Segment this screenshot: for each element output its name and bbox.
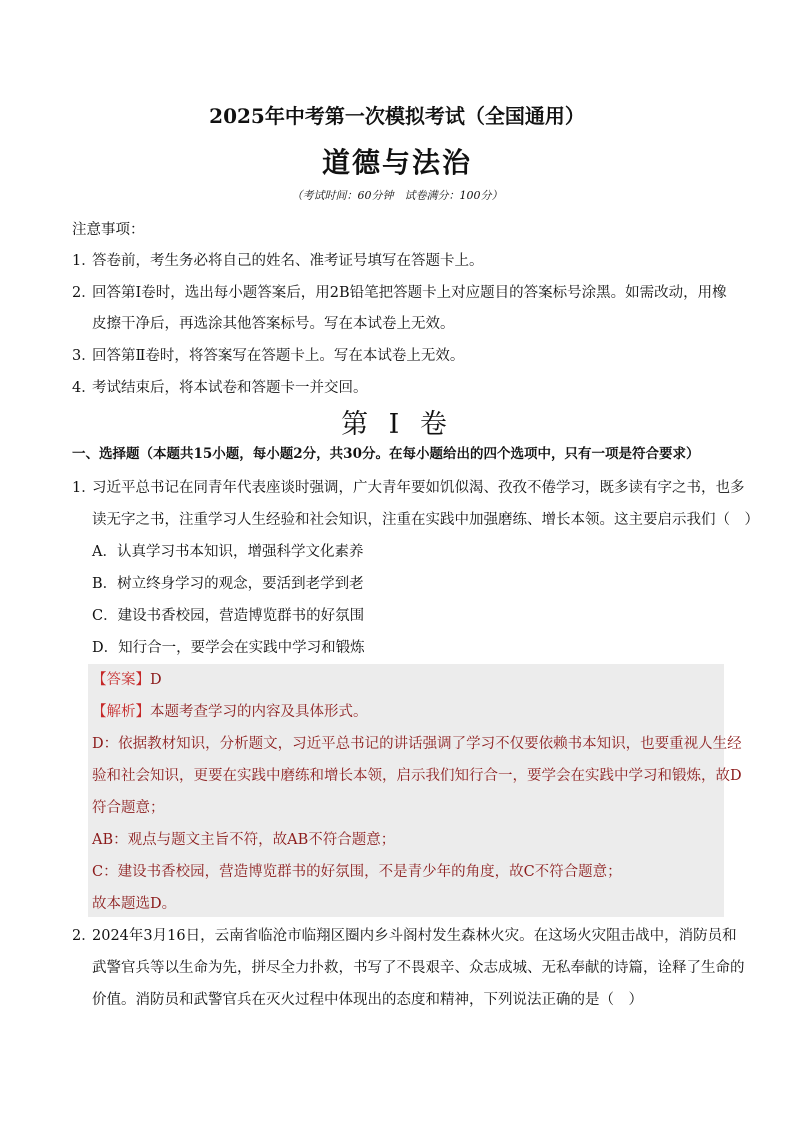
note-text: 回答第Ⅱ卷时，将答案写在答题卡上。写在本试卷上无效。 (92, 348, 465, 364)
question-stem: 习近平总书记在同青年代表座谈时强调，广大青年要如饥似渴、孜孜不倦学习，既多读有字之书，也多 (92, 480, 745, 496)
question-stem-continued: 武警官兵等以生命为先，拼尽全力扑救，书写了不畏艰辛、众志成城、无私奉献的诗篇，诠释了生命的 (92, 960, 745, 976)
question-2 (72, 925, 737, 947)
section-label: 一、选择题（ (72, 446, 153, 462)
question-number: 2． (72, 928, 96, 944)
section-heading (72, 443, 699, 465)
explanation-line: 故本题选D。 (92, 896, 177, 912)
answer-value: D (150, 672, 162, 688)
explanation-line: D：依据教材知识，分析题文，习近平总书记的讲话强调了学习不仅要依赖书本知识，也要重视人生经 (92, 736, 742, 752)
note-text: 答卷前，考生务必将自己的姓名、准考证号填写在答题卡上。 (92, 253, 484, 269)
note-text: 回答第Ⅰ卷时，选出每小题答案后，用2B铅笔把答题卡上对应题目的答案标号涂黑。如需改动，用橡 (92, 285, 727, 301)
analysis-text: 本题考查学习的内容及具体形式。 (150, 704, 368, 720)
note-item-3 (72, 345, 464, 367)
explanation-line: 验和社会知识，更要在实践中磨练和增长本领，启示我们知行合一，要学会在实践中学习和锻炼，故D (92, 768, 742, 784)
answer-line (92, 669, 162, 691)
question-1 (72, 477, 745, 499)
exam-title: 2025年中考第一次模拟考试（全国通用） (209, 104, 585, 128)
option-c: C．建设书香校园，营造博览群书的好氛围 (92, 608, 365, 624)
question-stem-continued: 价值。消防员和武警官兵在灭火过程中体现出的态度和精神，下列说法正确的是（ ） (92, 992, 643, 1008)
option-b: B．树立终身学习的观念，要活到老学到老 (92, 576, 364, 592)
question-stem: 2024年3月16日，云南省临沧市临翔区圈内乡斗阁村发生森林火灾。在这场火灾阻击战中，消防员和 (92, 928, 737, 944)
option-d: D．知行合一，要学会在实践中学习和锻炼 (92, 640, 365, 656)
question-number: 1． (72, 480, 96, 496)
explanation-line: C：建设书香校园，营造博览群书的好氛围，不是青少年的角度，故C不符合题意； (92, 864, 622, 880)
note-text-continued: 皮擦干净后，再选涂其他答案标号。写在本试卷上无效。 (92, 316, 455, 332)
note-number: 3． (72, 348, 96, 364)
explanation-line: 符合题意； (92, 800, 165, 816)
question-stem-continued: 读无字之书，注重学习人生经验和社会知识，注重在实践中加强磨练、增长本领。这主要启示我们（ ） (92, 512, 759, 528)
option-a: A．认真学习书本知识，增强科学文化素养 (92, 544, 364, 560)
note-item-1 (72, 250, 484, 272)
note-number: 4． (72, 380, 96, 396)
note-number: 1． (72, 253, 96, 269)
analysis-line (92, 701, 368, 723)
analysis-label: 【解析】 (92, 704, 150, 720)
explanation-line: AB：观点与题文主旨不符，故AB不符合题意； (92, 832, 396, 848)
exam-info: （考试时间：60分钟 试卷满分：100分） (291, 189, 503, 202)
section-close: ） (685, 446, 700, 462)
note-item-4 (72, 377, 368, 399)
note-item-2 (72, 282, 727, 304)
part-heading: 第 I 卷 (341, 409, 453, 440)
note-text: 考试结束后，将本试卷和答题卡一并交回。 (92, 380, 368, 396)
section-instructions: 本题共15小题，每小题2分，共30分。在每小题给出的四个选项中，只有一项是符合要求 (153, 446, 686, 462)
note-number: 2． (72, 285, 96, 301)
subject-title: 道德与法治 (321, 146, 472, 179)
notes-heading: 注意事项： (72, 222, 145, 238)
answer-label: 【答案】 (92, 672, 150, 688)
